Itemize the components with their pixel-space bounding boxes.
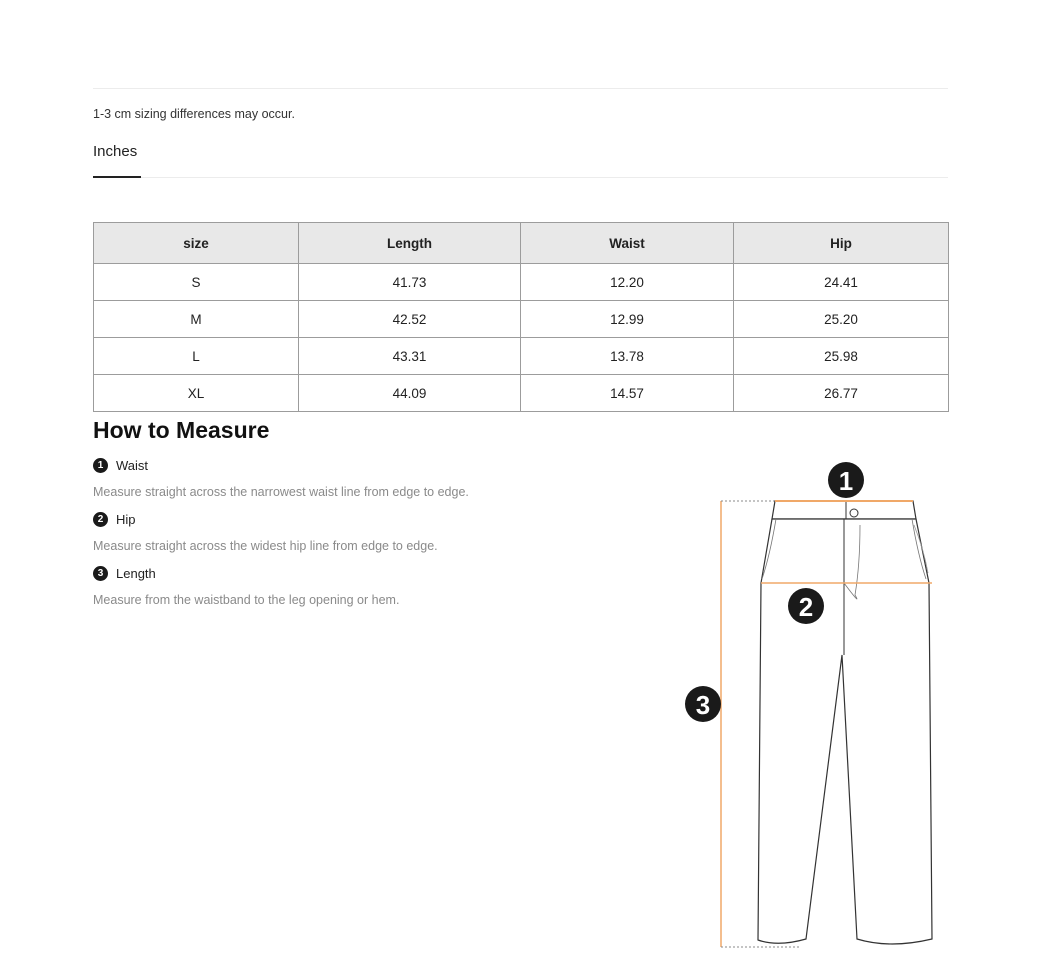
sizing-note: 1-3 cm sizing differences may occur. [93, 107, 295, 121]
cell-hip: 25.98 [734, 338, 949, 375]
header-waist: Waist [521, 223, 734, 264]
table-header-row [94, 223, 949, 264]
size-table [93, 222, 949, 412]
step-description: Measure from the waistband to the leg opening or hem. [93, 593, 400, 607]
step-number-2: 2 [93, 512, 108, 527]
step-description: Measure straight across the widest hip line from edge to edge. [93, 539, 438, 553]
step-waist [93, 458, 148, 473]
button-icon [850, 509, 858, 517]
unit-tabs [93, 143, 948, 179]
pants-diagram [670, 455, 970, 960]
step-description: Measure straight across the narrowest waist line from edge to edge. [93, 485, 469, 499]
cell-size: XL [94, 375, 299, 412]
step-number-3: 3 [93, 566, 108, 581]
step-label: Length [116, 566, 156, 581]
step-length [93, 566, 156, 581]
step-hip [93, 512, 136, 527]
table-row [94, 375, 949, 412]
cell-size: M [94, 301, 299, 338]
step-label: Waist [116, 458, 149, 473]
cell-size: S [94, 264, 299, 301]
table-row [94, 338, 949, 375]
waistband-shape [772, 501, 916, 519]
cell-length: 44.09 [299, 375, 521, 412]
cell-hip: 26.77 [734, 375, 949, 412]
cell-length: 42.52 [299, 301, 521, 338]
how-to-measure-title: How to Measure [93, 417, 270, 443]
step-label: Hip [116, 512, 136, 527]
badge-2-label: 2 [798, 592, 814, 622]
table-row [94, 264, 949, 301]
cell-waist: 14.57 [521, 375, 734, 412]
header-hip: Hip [734, 223, 949, 264]
cell-length: 41.73 [299, 264, 521, 301]
tab-inches[interactable]: Inches [93, 143, 138, 160]
table-row [94, 301, 949, 338]
cell-size: L [94, 338, 299, 375]
cell-hip: 25.20 [734, 301, 949, 338]
step-number-1: 1 [93, 458, 108, 473]
cell-waist: 12.20 [521, 264, 734, 301]
header-size: size [94, 223, 299, 264]
cell-waist: 13.78 [521, 338, 734, 375]
top-divider [93, 88, 948, 89]
cell-waist: 12.99 [521, 301, 734, 338]
tabs-divider [93, 177, 948, 178]
cell-hip: 24.41 [734, 264, 949, 301]
badge-1-label: 1 [838, 466, 854, 496]
cell-length: 43.31 [299, 338, 521, 375]
header-length: Length [299, 223, 521, 264]
badge-3-label: 3 [695, 690, 711, 720]
pants-outline [758, 501, 932, 944]
tab-active-indicator [93, 176, 141, 178]
